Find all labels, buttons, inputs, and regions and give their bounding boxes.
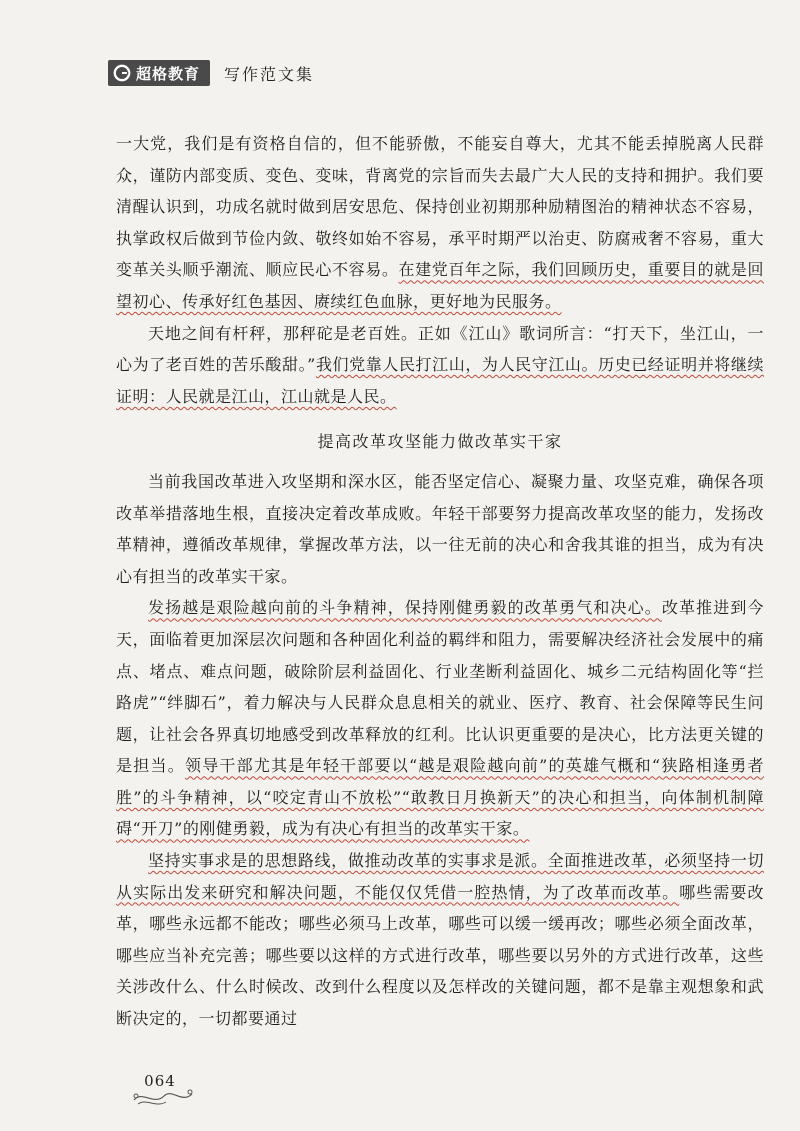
- paragraph-1-underlined: 在建党百年之际，我们回顾历史，重要目的就是回望初心、传承好红色基因、赓续红色血脉，更好地为民服务。: [116, 260, 764, 311]
- book-title: 写作范文集: [224, 64, 315, 84]
- paragraph-2: [116, 318, 764, 413]
- page-footer: [128, 1062, 208, 1112]
- paragraph-2-text: 天地之间有杆秤，那秤砣是老百姓。正如《江山》歌词所言：“打天下，坐江山，一心为了老百姓的苦乐酸甜。”: [116, 323, 764, 375]
- page-number: 064: [144, 1072, 176, 1090]
- section-title: 提高改革攻坚能力做改革实干家: [317, 432, 563, 452]
- paragraph-5: [116, 845, 764, 1035]
- paragraph-4-lead-underlined: 发扬越是艰险越向前的斗争精神，保持刚健勇毅的改革勇气和决心。: [148, 598, 662, 618]
- paragraph-4-text: 改革推进到今天，面临着更加深层次问题和各种固化利益的羁绊和阻力，需要解决经济社会发展中的痛点、堵点、难点问题，破除阶层利益固化、行业垄断利益固化、城乡二元结构固化等“拦路虎”“绊脚石”，着力解决与人民群众息息相关的就业、医疗、教育、社会保障等民生问题，让社会各界真切地感受到改革释放的红利。比认识更重要的是决心，比方法更关键的是担当。: [116, 598, 764, 776]
- paragraph-2-underlined: 我们党靠人民打江山，为人民守江山。历史已经证明并将继续证明：人民就是江山，江山就是人民。: [116, 355, 764, 406]
- paragraph-5-lead-underlined: 坚持实事求是的思想路线，做推动改革的实事求是派。全面推进改革，必须坚持一切从实际出发来研究和解决问题，不能仅仅凭借一腔热情，为了改革而改革。: [116, 851, 764, 902]
- paragraph-4-underlined: 领导干部尤其是年轻干部要以“越是艰险越向前”的英雄气概和“狭路相逢勇者胜”的斗争精神，以“咬定青山不放松”“敢教日月换新天”的决心和担当，向体制机制障碍“开刀”的刚健勇毅，成为有决心有担当的改革实干家。: [116, 756, 764, 839]
- brand-badge: [108, 60, 210, 86]
- page-header: [108, 60, 314, 86]
- paragraph-3: 当前我国改革进入攻坚期和深水区，能否坚定信心、凝聚力量、攻坚克难，确保各项改革举措落地生根，直接决定着改革成败。年轻干部要努力提高改革攻坚的能力，发扬改革精神，遵循改革规律，掌握改革方法，以一往无前的决心和舍我其谁的担当，成为有决心有担当的改革实干家。: [116, 471, 764, 586]
- paragraph-1: [116, 128, 764, 318]
- brand-logo-icon: [113, 64, 131, 82]
- brand-name: 超格教育: [136, 64, 201, 83]
- paragraph-1-text: 一大党，我们是有资格自信的，但不能骄傲，不能妄自尊大，尤其不能丢掉脱离人民群众，谨防内部变质、变色、变味，背离党的宗旨而失去最广大人民的支持和拥护。我们要清醒认识到，功成名就时做到居安思危、保持创业初期那种励精图治的精神状态不容易，执掌政权后做到节俭内敛、敬终如始不容易，承平时期严以治吏、防腐戒奢不容易，重大变革关头顺乎潮流、顺应民心不容易。: [116, 134, 764, 280]
- paragraph-5-text: 哪些需要改革，哪些永远都不能改；哪些必须马上改革，哪些可以缓一缓再改；哪些必须全面改革，哪些应当补充完善；哪些要以这样的方式进行改革，哪些要以另外的方式进行改革，这些关涉改什么、什么时候改、改到什么程度以及怎样改的关键问题，都不是靠主观想象和武断决定的，一切都要通过: [116, 882, 764, 1029]
- paragraph-4: [116, 592, 764, 845]
- article-body: [116, 128, 764, 1035]
